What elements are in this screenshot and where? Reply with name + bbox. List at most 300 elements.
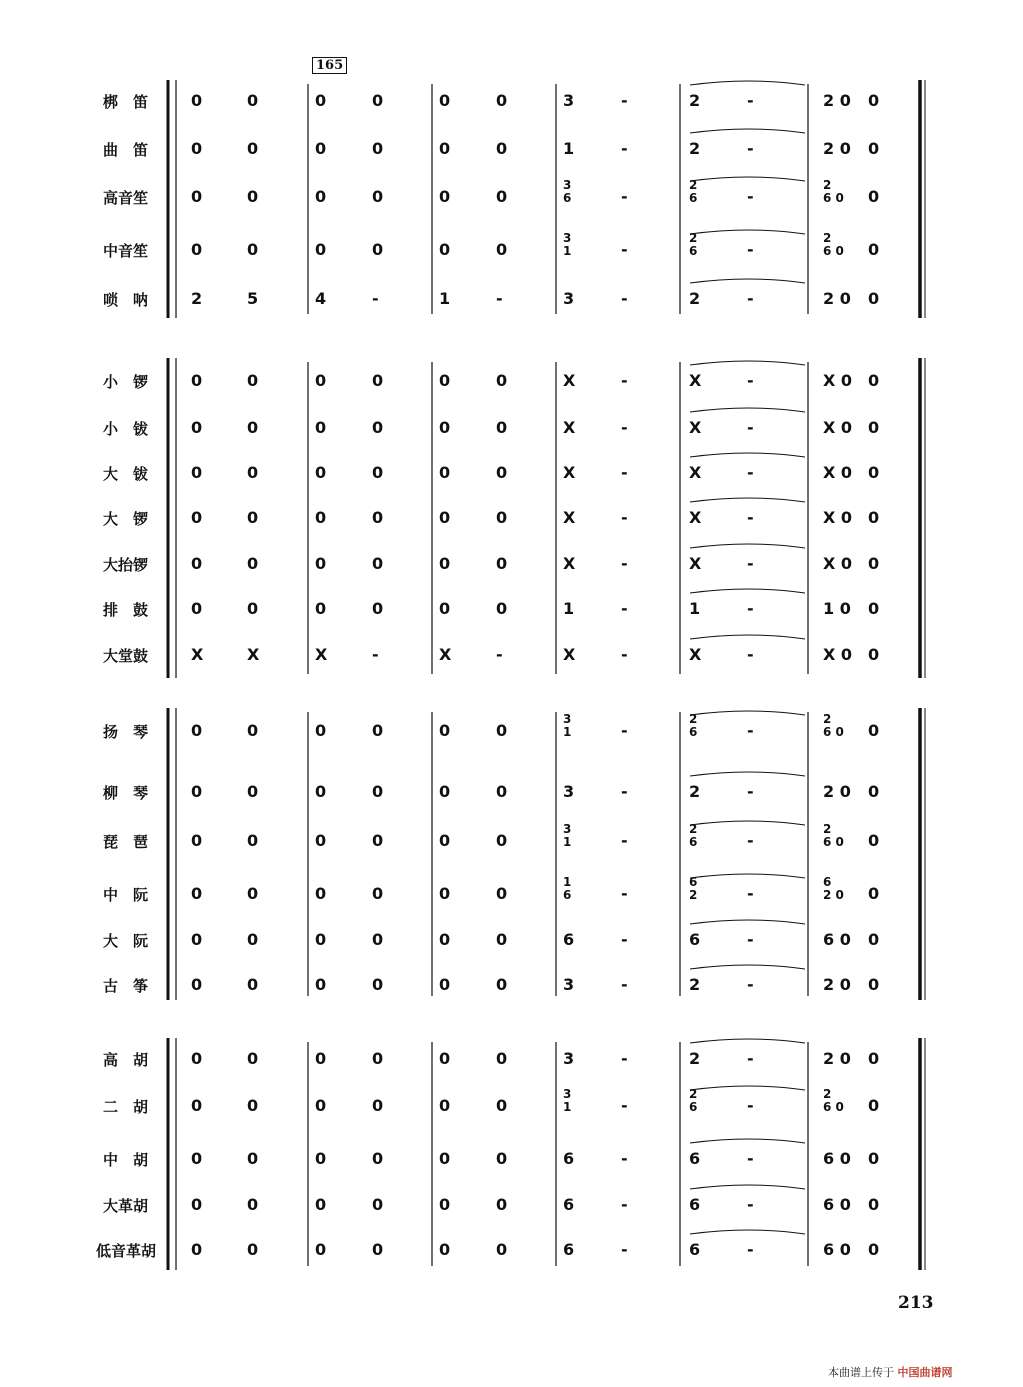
note: 0 [439, 1195, 451, 1214]
note: 0 [247, 831, 259, 850]
footer-text: 本曲谱上传于 [828, 1366, 894, 1379]
note: 2 [689, 782, 701, 801]
note: 0 [315, 884, 327, 903]
note: 0 [496, 975, 508, 994]
note: 0 [247, 782, 259, 801]
note: - [747, 1149, 754, 1168]
note: 0 [439, 884, 451, 903]
note: 0 [191, 463, 203, 482]
note: 0 [247, 1149, 259, 1168]
note: - [621, 930, 628, 949]
note: 0 [191, 1240, 203, 1259]
note: 0 [868, 782, 880, 801]
note: 0 [247, 1096, 259, 1115]
note: 6 0 [823, 1149, 851, 1168]
note: 0 [315, 975, 327, 994]
note: - [621, 139, 628, 158]
note: - [747, 645, 754, 664]
note: 0 [315, 1195, 327, 1214]
note: 1 [563, 139, 575, 158]
note: 0 [439, 1096, 451, 1115]
tie-arc [690, 635, 805, 639]
note: X [247, 645, 260, 664]
instrument-label: 小 锣 [103, 373, 149, 391]
note: - [621, 463, 628, 482]
tie-arc [690, 821, 805, 825]
note: 4 [315, 289, 327, 308]
note: 2 [689, 139, 701, 158]
note: X 0 [823, 645, 853, 664]
note: 0 [439, 554, 451, 573]
note: 0 [868, 289, 880, 308]
note: 0 [439, 139, 451, 158]
site-brand[interactable]: 中国曲谱网 [897, 1366, 953, 1379]
note: 0 [247, 139, 259, 158]
note: 0 [247, 1240, 259, 1259]
note: 2 6 0 [823, 178, 844, 205]
note: - [372, 289, 379, 308]
note: 0 [372, 463, 384, 482]
instrument-label: 二 胡 [103, 1098, 149, 1116]
note: 0 [439, 782, 451, 801]
note: 0 [868, 91, 880, 110]
note: 0 [868, 831, 880, 850]
note: 6 0 [823, 930, 851, 949]
note: 6 [563, 930, 575, 949]
note: - [747, 289, 754, 308]
note: 0 [496, 930, 508, 949]
note: 0 [315, 554, 327, 573]
note: 2 6 [689, 1087, 698, 1114]
note: X 0 [823, 418, 853, 437]
note: 0 [372, 1096, 384, 1115]
note: 3 [563, 1049, 575, 1068]
note: 2 0 [823, 782, 851, 801]
note: 0 [496, 554, 508, 573]
note: 0 [868, 975, 880, 994]
note: - [621, 831, 628, 850]
note: 0 [496, 139, 508, 158]
instrument-label: 扬 琴 [103, 723, 149, 741]
note: 0 [247, 599, 259, 618]
note: - [621, 721, 628, 740]
note: - [747, 1240, 754, 1259]
note: X [563, 371, 576, 390]
note: 0 [191, 1096, 203, 1115]
tie-arc [690, 1139, 805, 1143]
note: 0 [372, 721, 384, 740]
note: 0 [191, 554, 203, 573]
instrument-label: 柳 琴 [103, 784, 149, 802]
note: 0 [191, 508, 203, 527]
note: X [689, 463, 702, 482]
note: - [747, 508, 754, 527]
note: - [621, 91, 628, 110]
note: - [621, 1149, 628, 1168]
note: 0 [315, 1240, 327, 1259]
note: 0 [439, 463, 451, 482]
note: - [621, 187, 628, 206]
note: 0 [315, 1049, 327, 1068]
note: 0 [247, 240, 259, 259]
note: 0 [247, 930, 259, 949]
tie-arc [690, 711, 805, 715]
note: - [747, 139, 754, 158]
note: 0 [191, 831, 203, 850]
note: 0 [868, 930, 880, 949]
note: 0 [315, 599, 327, 618]
note: 3 [563, 289, 575, 308]
note: 0 [496, 418, 508, 437]
note: 0 [439, 721, 451, 740]
note: 0 [439, 508, 451, 527]
tie-arc [690, 453, 805, 457]
note: 0 [439, 831, 451, 850]
instrument-label: 高音笙 [103, 189, 149, 207]
note: 0 [496, 508, 508, 527]
site-footer [828, 1364, 953, 1380]
note: 0 [191, 91, 203, 110]
note: 0 [439, 930, 451, 949]
tie-arc [690, 361, 805, 365]
note: 0 [372, 508, 384, 527]
note: 0 [372, 930, 384, 949]
note: 3 [563, 975, 575, 994]
note: 6 [563, 1240, 575, 1259]
note: X 0 [823, 554, 853, 573]
note: 0 [868, 139, 880, 158]
instrument-label: 中 阮 [103, 886, 149, 904]
note: 0 [439, 1149, 451, 1168]
tie-arc [690, 498, 805, 502]
instrument-label: 琵 琶 [103, 833, 149, 851]
note: 2 [191, 289, 203, 308]
note: X [563, 418, 576, 437]
note: X [563, 463, 576, 482]
note: - [747, 884, 754, 903]
instrument-label: 高 胡 [103, 1051, 149, 1069]
note: 0 [315, 139, 327, 158]
instrument-label: 曲 笛 [103, 141, 149, 159]
instrument-label: 排 鼓 [103, 601, 149, 619]
note: 6 [689, 1195, 701, 1214]
instrument-label: 中音笙 [103, 242, 149, 260]
note: 2 6 0 [823, 822, 844, 849]
note: 2 [689, 289, 701, 308]
note: 0 [315, 930, 327, 949]
note: 6 [689, 1149, 701, 1168]
note: 0 [868, 1096, 880, 1115]
note: - [621, 1096, 628, 1115]
note: 0 [868, 554, 880, 573]
note: - [496, 289, 503, 308]
tie-arc [690, 279, 805, 283]
instrument-label: 大 锣 [103, 510, 149, 528]
instrument-label: 中 胡 [103, 1151, 149, 1169]
tie-arc [690, 129, 805, 133]
note: 0 [191, 1195, 203, 1214]
note: 6 0 [823, 1195, 851, 1214]
note: 0 [496, 1240, 508, 1259]
note: 0 [247, 418, 259, 437]
note: - [621, 289, 628, 308]
note: - [621, 782, 628, 801]
note: 6 [689, 930, 701, 949]
note: 0 [496, 371, 508, 390]
note: - [621, 418, 628, 437]
tie-arc [690, 1039, 805, 1043]
note: 1 0 [823, 599, 851, 618]
note: 2 6 [689, 822, 698, 849]
note: 0 [191, 884, 203, 903]
instrument-label: 大 阮 [103, 932, 149, 950]
tie-arc [690, 1185, 805, 1189]
tie-arc [690, 965, 805, 969]
note: 0 [439, 187, 451, 206]
note: 6 [689, 1240, 701, 1259]
note: 0 [439, 418, 451, 437]
note: 0 [315, 91, 327, 110]
note: 0 [868, 463, 880, 482]
note: 6 [563, 1149, 575, 1168]
note: - [747, 1096, 754, 1115]
page-number: 213 [898, 1293, 934, 1313]
note: X [439, 645, 452, 664]
note: 3 6 [563, 178, 572, 205]
note: X [191, 645, 204, 664]
note: X 0 [823, 371, 853, 390]
tie-arc [690, 772, 805, 776]
tie-arc [690, 408, 805, 412]
note: 0 [439, 1240, 451, 1259]
note: 0 [868, 187, 880, 206]
note: 2 0 [823, 91, 851, 110]
note: 0 [247, 371, 259, 390]
note: - [621, 975, 628, 994]
note: 0 [868, 418, 880, 437]
note: 0 [868, 645, 880, 664]
note: 0 [315, 721, 327, 740]
note: 2 6 0 [823, 1087, 844, 1114]
note: 0 [247, 463, 259, 482]
note: 0 [496, 187, 508, 206]
note: 2 0 [823, 975, 851, 994]
note: X [563, 554, 576, 573]
note: 0 [191, 240, 203, 259]
note: 0 [496, 463, 508, 482]
note: 0 [191, 418, 203, 437]
rehearsal-mark: 165 [312, 57, 347, 74]
note: 0 [247, 187, 259, 206]
instrument-label: 梆 笛 [103, 93, 149, 111]
note: 0 [372, 975, 384, 994]
note: 0 [247, 91, 259, 110]
note: 0 [315, 831, 327, 850]
note: 5 [247, 289, 259, 308]
note: 0 [191, 1049, 203, 1068]
note: 2 6 0 [823, 712, 844, 739]
note: X 0 [823, 463, 853, 482]
note: X [563, 645, 576, 664]
note: 0 [191, 1149, 203, 1168]
note: X [563, 508, 576, 527]
note: 0 [372, 1149, 384, 1168]
note: 0 [372, 782, 384, 801]
note: 0 [868, 599, 880, 618]
note: 0 [315, 508, 327, 527]
note: 0 [868, 1195, 880, 1214]
note: 0 [191, 975, 203, 994]
note: 0 [372, 1195, 384, 1214]
note: 0 [315, 463, 327, 482]
note: 0 [496, 721, 508, 740]
note: 6 0 [823, 1240, 851, 1259]
note: X [689, 508, 702, 527]
note: 0 [191, 721, 203, 740]
instrument-label: 古 筝 [103, 977, 149, 995]
note: 2 6 0 [823, 231, 844, 258]
note: 0 [496, 599, 508, 618]
note: 0 [315, 1149, 327, 1168]
note: 0 [868, 884, 880, 903]
note: 3 1 [563, 712, 572, 739]
note: - [747, 91, 754, 110]
note: 0 [372, 240, 384, 259]
tie-arc [690, 920, 805, 924]
note: 0 [868, 508, 880, 527]
instrument-label: 大堂鼓 [103, 647, 149, 665]
note: 0 [496, 1149, 508, 1168]
note: 0 [372, 187, 384, 206]
note: X [689, 371, 702, 390]
tie-arc [690, 1086, 805, 1090]
note: 0 [372, 831, 384, 850]
note: 2 0 [823, 139, 851, 158]
note: - [621, 554, 628, 573]
note: 1 [563, 599, 575, 618]
note: 0 [315, 418, 327, 437]
note: 0 [191, 599, 203, 618]
note: 0 [868, 371, 880, 390]
note: X [315, 645, 328, 664]
note: 0 [868, 721, 880, 740]
note: - [621, 371, 628, 390]
note: 0 [439, 91, 451, 110]
note: - [621, 508, 628, 527]
note: - [621, 240, 628, 259]
note: 0 [372, 418, 384, 437]
note: 0 [315, 1096, 327, 1115]
note: 2 [689, 91, 701, 110]
note: 0 [247, 554, 259, 573]
note: 0 [315, 240, 327, 259]
note: - [621, 599, 628, 618]
note: 0 [372, 599, 384, 618]
note: - [747, 975, 754, 994]
note: - [621, 884, 628, 903]
note: 0 [496, 884, 508, 903]
tie-arc [690, 230, 805, 234]
note: - [621, 645, 628, 664]
note: 0 [247, 1049, 259, 1068]
note: 0 [372, 371, 384, 390]
note: 0 [372, 884, 384, 903]
note: 0 [191, 371, 203, 390]
note: 0 [496, 831, 508, 850]
note: 0 [315, 371, 327, 390]
note: 2 6 [689, 231, 698, 258]
instrument-label: 大革胡 [103, 1197, 149, 1215]
note: 2 0 [823, 1049, 851, 1068]
note: 0 [439, 240, 451, 259]
note: 0 [439, 371, 451, 390]
note: - [747, 1195, 754, 1214]
note: 0 [496, 1049, 508, 1068]
note: 1 6 [563, 875, 572, 902]
note: 0 [372, 91, 384, 110]
instrument-label: 唢 呐 [103, 291, 149, 309]
note: 0 [372, 139, 384, 158]
note: - [747, 782, 754, 801]
note: 0 [247, 721, 259, 740]
note: 0 [247, 975, 259, 994]
note: 0 [315, 782, 327, 801]
note: - [372, 645, 379, 664]
instrument-label: 大抬锣 [103, 556, 149, 574]
note: 0 [439, 975, 451, 994]
instrument-label: 大 钹 [103, 465, 149, 483]
note: X [689, 554, 702, 573]
note: 2 6 [689, 712, 698, 739]
note: 0 [496, 1195, 508, 1214]
note: 0 [868, 1149, 880, 1168]
note: 6 2 0 [823, 875, 844, 902]
note: 0 [191, 187, 203, 206]
note: 0 [315, 187, 327, 206]
note: 3 [563, 782, 575, 801]
note: 2 [689, 975, 701, 994]
note: 0 [372, 554, 384, 573]
note: 0 [191, 139, 203, 158]
note: - [747, 721, 754, 740]
note: 0 [868, 1049, 880, 1068]
note: - [747, 463, 754, 482]
note: 0 [439, 599, 451, 618]
note: 6 [563, 1195, 575, 1214]
note: 0 [496, 1096, 508, 1115]
tie-arc [690, 1230, 805, 1234]
note: - [496, 645, 503, 664]
note: X [689, 645, 702, 664]
note: - [747, 599, 754, 618]
instrument-label: 低音革胡 [96, 1242, 157, 1260]
note: 0 [247, 1195, 259, 1214]
note: 0 [868, 1240, 880, 1259]
note: X 0 [823, 508, 853, 527]
instrument-label: 小 钹 [103, 420, 149, 438]
note: - [621, 1049, 628, 1068]
note: 0 [247, 508, 259, 527]
note: 3 1 [563, 822, 572, 849]
note: 0 [191, 782, 203, 801]
tie-arc [690, 81, 805, 85]
note: X [689, 418, 702, 437]
note: 1 [439, 289, 451, 308]
note: - [621, 1195, 628, 1214]
note: - [747, 554, 754, 573]
note: 0 [496, 782, 508, 801]
tie-arc [690, 544, 805, 548]
